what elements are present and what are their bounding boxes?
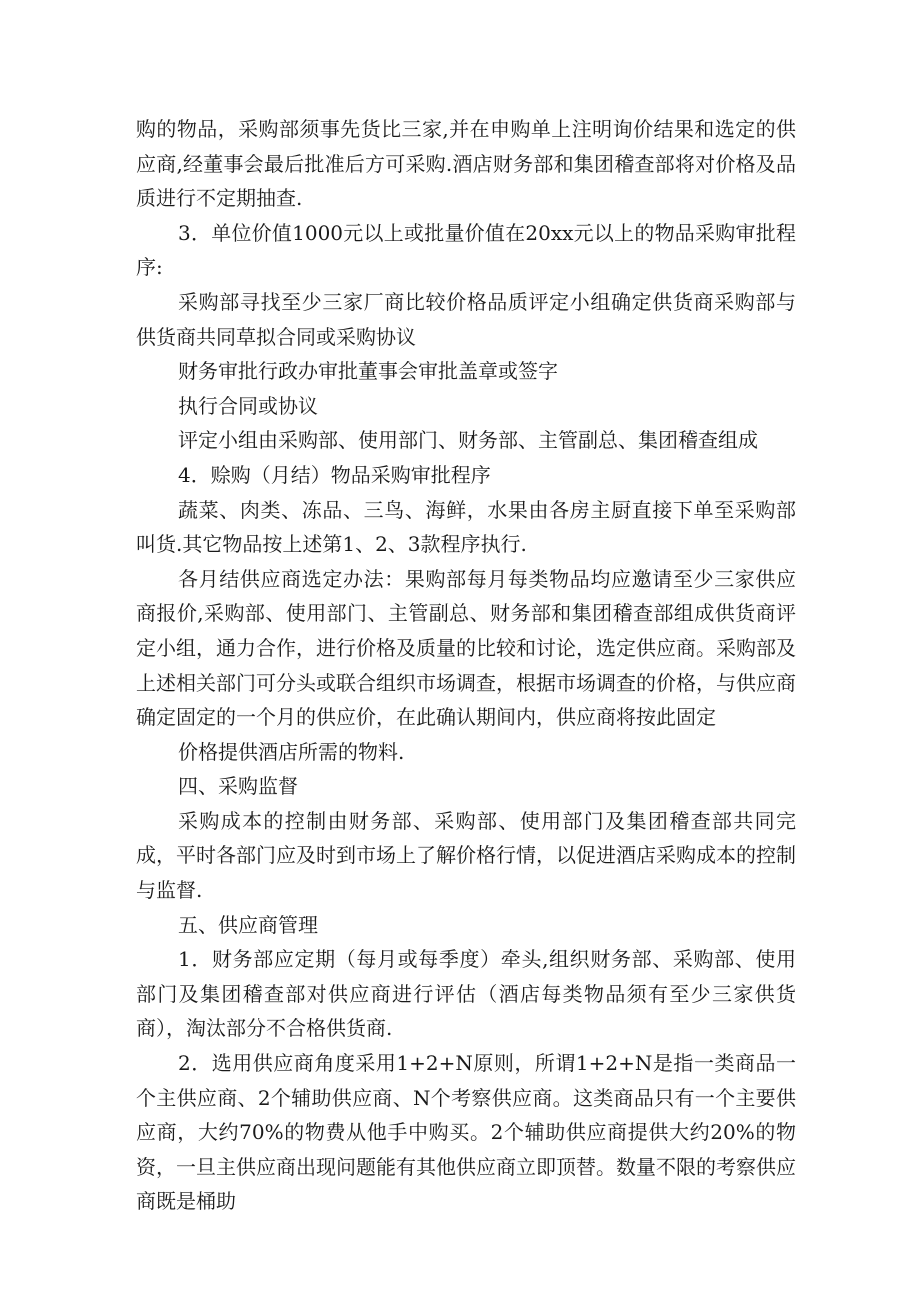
section-heading: 五、供应商管理 xyxy=(178,912,318,937)
paragraph: 评定小组由采购部、使用部门、财务部、主管副总、集团稽查组成 xyxy=(178,428,758,453)
section-heading: 四、采购监督 xyxy=(178,774,298,799)
paragraph: 2．选用供应商角度采用1+2+N原则，所谓1+2+N是指一类商品一个主供应商、2个辅助供应商、N个考察供应商。这类商品只有一个主要供应商，大约70%的物费从他手中购买。2个辅助供应商提供大约20%的物资，一旦主供应商出现问题能有其他供应商立即顶替。数量不限的考察供应商既是桶助 xyxy=(136,1051,796,1214)
paragraph: 采购成本的控制由财务部、采购部、使用部门及集团稽查部共同完成，平时各部门应及时到市场上了解价格行情，以促进酒店采购成本的控制与监督. xyxy=(136,808,796,903)
paragraph: 执行合同或协议 xyxy=(178,393,318,418)
paragraph: 各月结供应商选定办法：果购部每月每类物品均应邀请至少三家供应商报价,采购部、使用部门、主管副总、财务部和集团稽查部组成供货商评定小组，通力合作，进行价格及质量的比较和讨论，选定供应商。采购部及上述相关部门可分头或联合组织市场调查，根据市场调查的价格，与供应商确定固定的一个月的供应价，在此确认期间内，供应商将按此固定 xyxy=(136,566,796,730)
document-body xyxy=(136,112,796,1219)
paragraph: 3．单位价值1000元以上或批量价值在20xx元以上的物品采购审批程序: xyxy=(136,220,796,280)
paragraph: 1．财务部应定期（每月或每季度）牵头,组织财务部、采购部、使用部门及集团稽查部对供应商进行评估（酒店每类物品须有至少三家供货商），淘汰部分不合格供货商. xyxy=(136,947,796,1041)
paragraph: 财务审批行政办审批董事会审批盖章或签字 xyxy=(178,359,558,384)
paragraph: 4．赊购（月结）物品采购审批程序 xyxy=(178,462,491,487)
paragraph: 价格提供酒店所需的物料. xyxy=(178,739,405,764)
paragraph: 采购部寻找至少三家厂商比较价格品质评定小组确定供货商采购部与供货商共同草拟合同或采购协议 xyxy=(136,289,796,349)
paragraph: 购的物品，采购部须事先货比三家,并在申购单上注明询价结果和选定的供应商,经董事会最后批准后方可采购.酒店财务部和集团稽查部将对价格及品质进行不定期抽查. xyxy=(136,117,796,211)
paragraph: 蔬菜、肉类、冻品、三鸟、海鲜，水果由各房主厨直接下单至采购部叫货.其它物品按上述第1、2、3款程序执行. xyxy=(136,497,796,557)
